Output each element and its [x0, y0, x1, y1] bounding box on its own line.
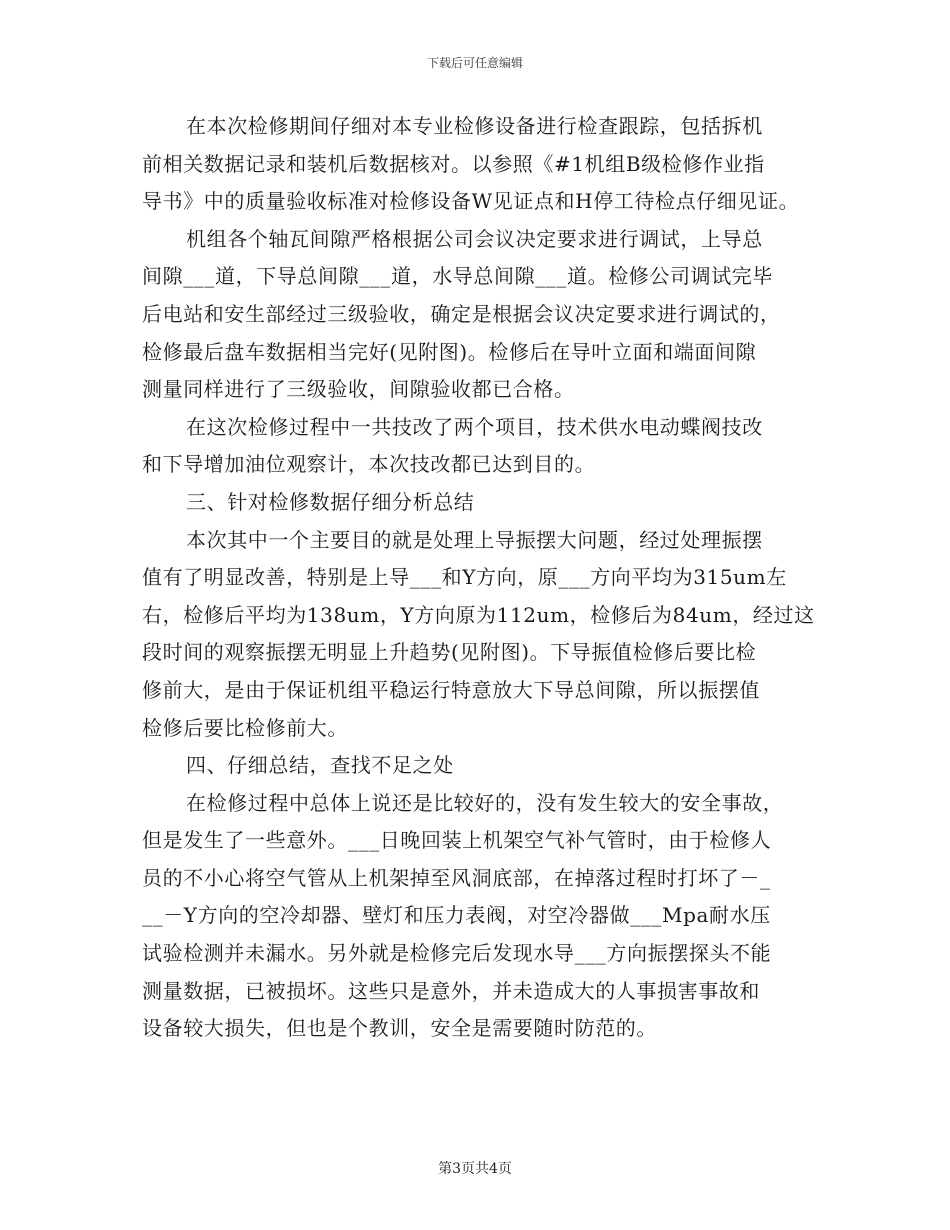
paragraph-line: 间隙___道，下导总间隙___道，水导总间隙___道。检修公司调试完毕	[142, 264, 773, 289]
paragraph-line: 段时间的观察振摆无明显上升趋势(见附图)。下导振值检修后要比检	[142, 640, 757, 665]
paragraph-line: 在本次检修期间仔细对本专业检修设备进行检查跟踪，包括拆机	[186, 114, 763, 138]
paragraph-line: 在检修过程中总体上说还是比较好的，没有发生较大的安全事故，	[186, 790, 784, 815]
paragraph-line: 试验检测并未漏水。另外就是检修完后发现水导___方向振摆探头不能	[142, 941, 772, 966]
paragraph-line: 但是发生了一些意外。___日晚回装上机架空气补气管时，由于检修人	[142, 828, 772, 853]
paragraph-line: __－Y方向的空冷却器、壁灯和压力表阀，对空冷器做___Mpa耐水压	[142, 903, 771, 928]
page-header: 下载后可任意编辑	[426, 56, 523, 70]
page-footer: 第3页共4页	[438, 1161, 512, 1177]
paragraph-line: 检修后要比检修前大。	[142, 715, 348, 740]
section-heading: 四、仔细总结，查找不足之处	[186, 753, 454, 778]
paragraph-line: 和下导增加油位观察计，本次技改都已达到目的。	[142, 452, 596, 477]
paragraph-line: 设备较大损失，但也是个教训，安全是需要随时防范的。	[142, 1016, 657, 1041]
paragraph-line: 员的不小心将空气管从上机架掉至风洞底部，在掉落过程时打坏了－_	[142, 865, 771, 890]
section-heading: 三、针对检修数据仔细分析总结	[186, 489, 475, 514]
paragraph-line: 机组各个轴瓦间隙严格根据公司会议决定要求进行调试，上导总	[186, 226, 763, 251]
document-body	[142, 108, 822, 1048]
paragraph-line: 右，检修后平均为138um，Y方向原为112um，检修后为84um，经过这	[142, 602, 815, 627]
paragraph-line: 测量同样进行了三级验收，间隙验收都已合格。	[142, 377, 575, 402]
paragraph-line: 本次其中一个主要目的就是处理上导振摆大问题，经过处理振摆	[186, 527, 763, 552]
paragraph-line: 测量数据，已被损坏。这些只是意外，并未造成大的人事损害事故和	[142, 978, 760, 1003]
paragraph-line: 后电站和安生部经过三级验收，确定是根据会议决定要求进行调试的，	[142, 301, 781, 326]
paragraph-line: 在这次检修过程中一共技改了两个项目，技术供水电动蝶阀技改	[186, 414, 763, 439]
paragraph-line: 值有了明显改善，特别是上导___和Y方向，原___方向平均为315um左	[142, 565, 787, 590]
paragraph-line: 修前大，是由于保证机组平稳运行特意放大下导总间隙，所以振摆值	[142, 677, 760, 702]
paragraph-line: 检修最后盘车数据相当完好(见附图)。检修后在导叶立面和端面间隙	[142, 339, 757, 364]
paragraph-line: 导书》中的质量验收标准对检修设备W见证点和H停工待检点仔细见证。	[142, 189, 800, 214]
paragraph-line: 前相关数据记录和装机后数据核对。以参照《#1机组B级检修作业指	[142, 151, 765, 176]
